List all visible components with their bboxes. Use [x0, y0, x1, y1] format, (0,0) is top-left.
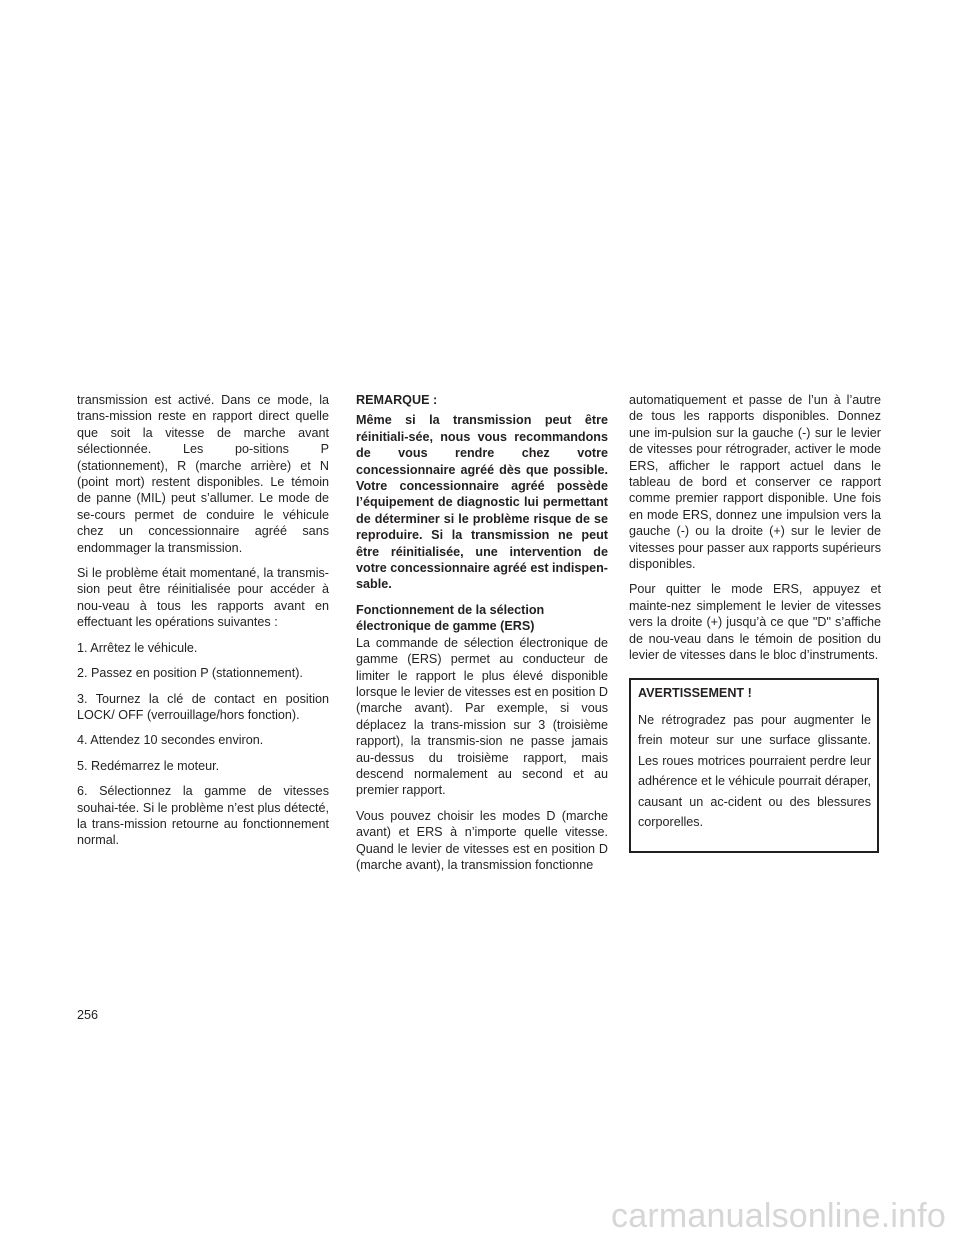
paragraph-limp-mode: transmission est activé. Dans ce mode, la trans-mission reste en rapport direct quelle que soit la vitesse de marche avant sélectionnée. Les po-sitions P (stationnement), R (marche arrière) et N (point mort) restent disponibles. Le témoin de panne (MIL) peut s’allumer. Le mode de se-cours permet de conduire le véhicule chez un concessionnaire agréé sans endommager la transmission.: [77, 393, 329, 555]
remark-title: REMARQUE :: [356, 393, 438, 407]
column-left: [77, 392, 329, 858]
warning-title: AVERTISSEMENT !: [638, 685, 752, 700]
column-right: [629, 392, 881, 853]
step-5: 5. Redémarrez le moteur.: [77, 758, 220, 773]
section-heading-line-1: Fonctionnement de la sélection: [356, 602, 545, 617]
warning-box: [629, 678, 879, 853]
warning-text: Ne rétrogradez pas pour augmenter le frein moteur sur une surface glissante. Les roues motrices pourraient perdre leur adhérence et le véhicule pourrait déraper, causant un ac-cident ou des blessures corporelles.: [638, 712, 871, 830]
column-middle: [356, 392, 608, 882]
paragraph-reset-intro: Si le problème était momentané, la transmis-sion peut être réinitialisée pour accéder à nou-veau à tous les rapports avant en effectuant les opérations suivantes :: [77, 566, 329, 630]
step-6: 6. Sélectionnez la gamme de vitesses souhai-tée. Si le problème n’est plus détecté, la trans-mission retourne au fonctionnement normal.: [77, 784, 329, 848]
remark-text: Même si la transmission peut être réinitiali-sée, nous vous recommandons de vous rendre chez votre concessionnaire agréé dès que possible. Votre concessionnaire agréé possède l’équipement de diagnostic lui permettant de déterminer si le problème risque de se reproduire. Si la transmission ne peut être réinitialisée, une intervention de votre concessionnaire agréé est indispen-sable.: [356, 413, 608, 592]
section-heading-line-2: électronique de gamme (ERS): [356, 619, 535, 634]
section-heading-ers: [356, 602, 608, 635]
step-4: 4. Attendez 10 secondes environ.: [77, 733, 264, 748]
page-number: 256: [77, 1008, 99, 1022]
step-3: 3. Tournez la clé de contact en position LOCK/ OFF (verrouillage/hors fonction).: [77, 691, 329, 722]
paragraph-ers-modes: Vous pouvez choisir les modes D (marche avant) et ERS à n’importe quelle vitesse. Quand le levier de vitesses est en position D (marche avant), la transmission fonctionne: [356, 808, 608, 872]
step-2: 2. Passez en position P (stationnement).: [77, 666, 303, 681]
paragraph-ers-description: La commande de sélection électronique de gamme (ERS) permet au conducteur de limiter le rapport le plus élevé disponible lorsque le levier de vitesses est en position D (marche avant). Par exemple, si vous déplacez la trans-mission sur 3 (troisième rapport), la transmis-sion ne passe jamais au-dessus du troisième rapport, mais descend normalement au second et au premier rapport.: [356, 635, 609, 798]
paragraph-ers-exit: Pour quitter le mode ERS, appuyez et mainte-nez simplement le levier de vitesses vers la droite (+) jusqu’à ce que "D" s’affiche de nou-veau dans le témoin de position du levier de vitesses dans le bloc d’instruments.: [629, 582, 881, 663]
paragraph-ers-operation: automatiquement et passe de l’un à l’autre de tous les rapports disponibles. Donnez une im-pulsion sur la gauche (-) sur le levier de vitesses pour rétrograder, activer le mode ERS, afficher le rapport actuel dans le tableau de bord et conserver ce rapport comme premier rapport disponible. Une fois en mode ERS, donnez une impulsion vers la gauche (-) ou la droite (+) sur le levier de vitesses pour passer aux rapports supérieurs disponibles.: [629, 393, 881, 572]
watermark: carmanualsonline.info: [611, 1197, 946, 1235]
step-1: 1. Arrêtez le véhicule.: [77, 640, 198, 655]
